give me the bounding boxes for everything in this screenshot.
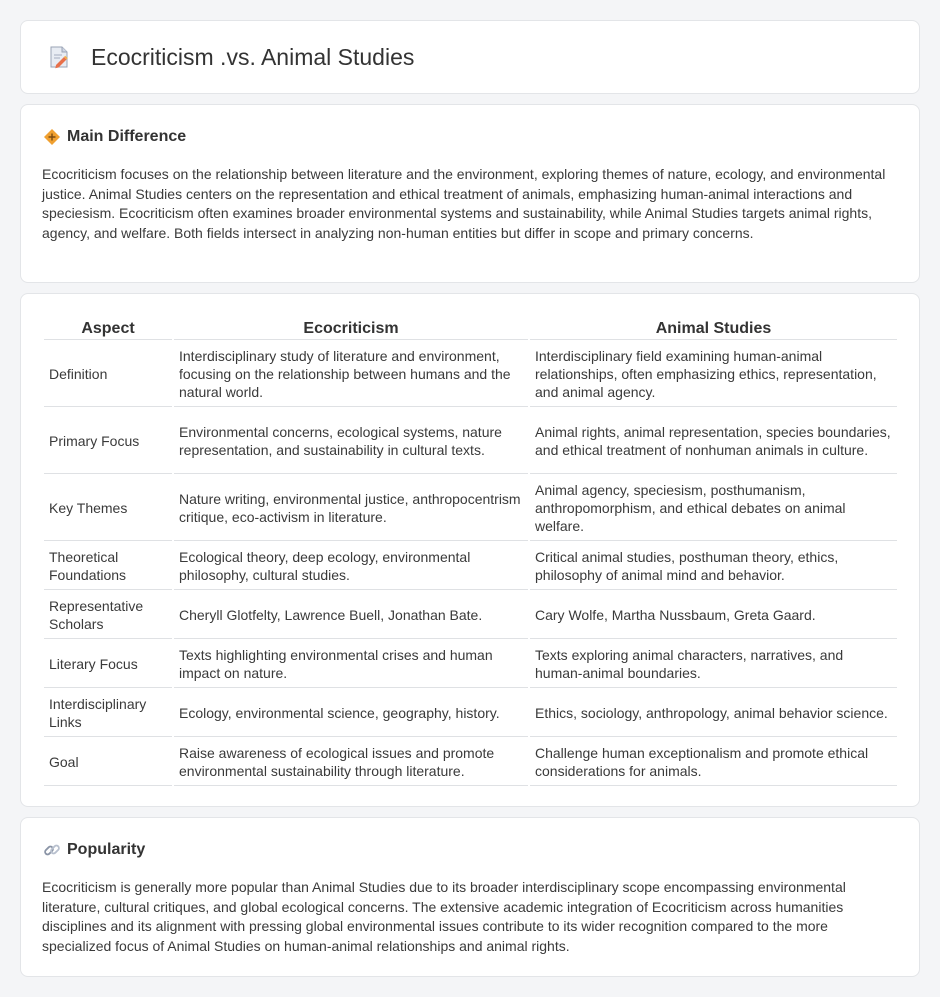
ecocriticism-cell: Environmental concerns, ecological systems, nature representation, and sustainability in cultural texts.	[174, 409, 528, 474]
ecocriticism-cell: Cheryll Glotfelty, Lawrence Buell, Jonathan Bate.	[174, 592, 528, 639]
ecocriticism-cell: Ecology, environmental science, geography, history.	[174, 690, 528, 737]
animal-studies-cell: Cary Wolfe, Martha Nussbaum, Greta Gaard.	[530, 592, 897, 639]
section-title: Popularity	[67, 841, 146, 858]
animal-studies-cell: Interdisciplinary field examining human-animal relationships, often emphasizing ethics, representation, and animal agency.	[530, 342, 897, 407]
document-edit-icon	[47, 45, 71, 69]
ecocriticism-cell: Interdisciplinary study of literature and environment, focusing on the relationship between humans and the natural world.	[174, 342, 528, 407]
table-row	[44, 409, 897, 474]
diamond-icon	[43, 128, 61, 146]
page-title: Ecocriticism .vs. Animal Studies	[91, 43, 415, 70]
section-title: Main Difference	[67, 128, 187, 145]
animal-studies-cell: Texts exploring animal characters, narratives, and human-animal boundaries.	[530, 641, 897, 688]
table-header-row	[44, 318, 897, 340]
animal-studies-cell: Critical animal studies, posthuman theory, ethics, philosophy of animal mind and behavior.	[530, 543, 897, 590]
ecocriticism-cell: Nature writing, environmental justice, anthropocentrism critique, eco-activism in literature.	[174, 476, 528, 541]
comparison-table-section	[20, 293, 920, 807]
table-row	[44, 342, 897, 407]
table-row	[44, 641, 897, 688]
animal-studies-cell: Animal agency, speciesism, posthumanism, anthropomorphism, and ethical debates on animal welfare.	[530, 476, 897, 541]
column-header: Ecocriticism	[174, 318, 528, 340]
comparison-table	[42, 316, 899, 788]
popularity-text: Ecocriticism is generally more popular than Animal Studies due to its broader interdisciplinary scope encompassing environmental literature, cultural critiques, and global ecological concerns. The extensive academic integration of Ecocriticism across humanities disciplines and its alignment with pressing global environmental issues contribute to its wider recognition compared to the more specialized focus of Animal Studies on human-animal relationships and animal rights.	[42, 879, 846, 954]
table-row	[44, 543, 897, 590]
table-row	[44, 592, 897, 639]
aspect-cell: Primary Focus	[44, 409, 172, 474]
header-card	[20, 20, 920, 94]
aspect-cell: Goal	[44, 739, 172, 786]
aspect-cell: Key Themes	[44, 476, 172, 541]
table-row	[44, 476, 897, 541]
ecocriticism-cell: Ecological theory, deep ecology, environmental philosophy, cultural studies.	[174, 543, 528, 590]
main-difference-text: Ecocriticism focuses on the relationship between literature and the environment, exploring themes of nature, ecology, and environmental justice. Animal Studies centers on the representation and ethical treatment of animals, emphasizing human-animal interactions and speciesism. Ecocriticism often examines broader environmental systems and sustainability, while Animal Studies targets animal rights, agency, and welfare. Both fields intersect in analyzing non-human entities but differ in scope and primary concerns.	[42, 166, 886, 241]
animal-studies-cell: Animal rights, animal representation, species boundaries, and ethical treatment of nonhuman animals in culture.	[530, 409, 897, 474]
ecocriticism-cell: Raise awareness of ecological issues and promote environmental sustainability through literature.	[174, 739, 528, 786]
aspect-cell: Definition	[44, 342, 172, 407]
column-header: Animal Studies	[530, 318, 897, 340]
table-row	[44, 690, 897, 737]
animal-studies-cell: Challenge human exceptionalism and promote ethical considerations for animals.	[530, 739, 897, 786]
link-icon	[43, 841, 61, 859]
aspect-cell: Literary Focus	[44, 641, 172, 688]
table-row	[44, 739, 897, 786]
popularity-section	[20, 817, 920, 977]
animal-studies-cell: Ethics, sociology, anthropology, animal behavior science.	[530, 690, 897, 737]
ecocriticism-cell: Texts highlighting environmental crises and human impact on nature.	[174, 641, 528, 688]
aspect-cell: Interdisciplinary Links	[44, 690, 172, 737]
aspect-cell: Representative Scholars	[44, 592, 172, 639]
column-header: Aspect	[44, 318, 172, 340]
main-difference-section	[20, 104, 920, 283]
aspect-cell: Theoretical Foundations	[44, 543, 172, 590]
